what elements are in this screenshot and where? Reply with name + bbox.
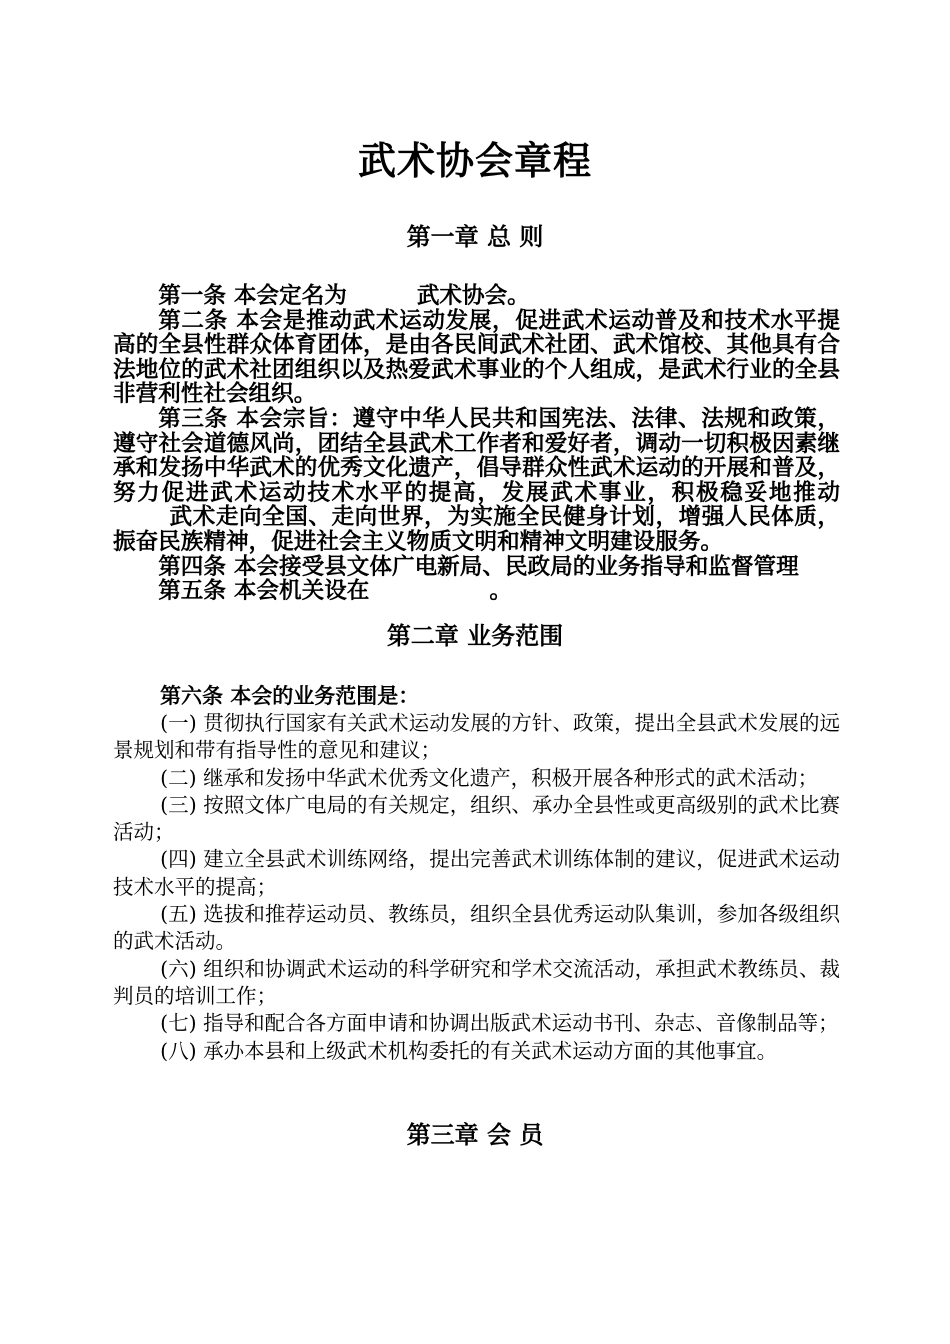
document-title: 武术协会章程	[357, 139, 592, 183]
list-item: (三) 按照文体广电局的有关规定，组织、承办全县性或更高级别的武术比赛活动；	[113, 792, 840, 845]
list-item: (六) 组织和协调武术运动的科学研究和学术交流活动，承担武术教练员、裁判员的培训工作；	[113, 956, 840, 1008]
article-3	[113, 407, 840, 555]
list-item: (二) 继承和发扬中华武术优秀文化遗产，积极开展各种形式的武术活动；	[160, 765, 819, 790]
article-6: 第六条 本会的业务范围是：	[160, 683, 420, 708]
article-5-text-before-blank: 第五条 本会机关设在	[158, 578, 370, 605]
list-item: (七) 指导和配合各方面申请和协调出版武术运动书刊、杂志、音像制品等；	[160, 1011, 839, 1036]
article-1	[113, 284, 840, 309]
list-item: (四) 建立全县武术训练网络，提出完善武术训练体制的建议，促进武术运动技术水平的提高；	[113, 847, 840, 899]
business-scope-list	[113, 710, 840, 1065]
list-item: (一) 贯彻执行国家有关武术运动发展的方针、政策，提出全县武术发展的远景规划和带有指导性的意见和建议；	[113, 711, 840, 763]
chapter-2-heading: 第二章 业务范围	[386, 622, 564, 650]
article-4: 第四条 本会接受县文体广电新局、民政局的业务指导和监督管理	[158, 553, 799, 580]
list-item: (八) 承办本县和上级武术机构委托的有关武术运动方面的其他事宜。	[160, 1038, 778, 1063]
article-5-text-after-blank: 。	[489, 578, 512, 605]
article-2: 第二条 本会是推动武术运动发展，促进武术运动普及和技术水平提高的全县性群众体育团体，是由各民间武术社团、武术馆校、其他具有合法地位的武术社团组织以及热爱武术事业的个人组成，是武术行业的全县非营利性社会组织。	[113, 307, 840, 408]
article-1-text-before-blank: 第一条 本会定名为	[158, 283, 347, 309]
article-1-text-after-blank: 武术协会。	[416, 283, 530, 309]
article-3-text-before-blank: 第三条 本会宗旨：遵守中华人民共和国宪法、法律、法规和政策，遵守社会道德风尚，团结全县武术工作者和爱好者，调动一切积极因素继承和发扬中华武术的优秀文化遗产，倡导群众性武术运动的开展和普及，努力促进武术运动技术水平的提高，发展武术事业，积极稳妥地推动	[113, 405, 840, 506]
article-5	[113, 579, 840, 604]
list-item: (五) 选拔和推荐运动员、教练员，组织全县优秀运动队集训，参加各级组织的武术活动。	[113, 902, 840, 954]
chapter-3-heading: 第三章 会 员	[406, 1121, 544, 1149]
article-3-text-after-blank: 武术走向全国、走向世界，为实施全民健身计划，增强人民体质，振奋民族精神，促进社会主义物质文明和精神文明建设服务。	[113, 504, 840, 555]
chapter-1-body	[113, 284, 840, 604]
chapter-1-heading: 第一章 总 则	[406, 223, 544, 251]
